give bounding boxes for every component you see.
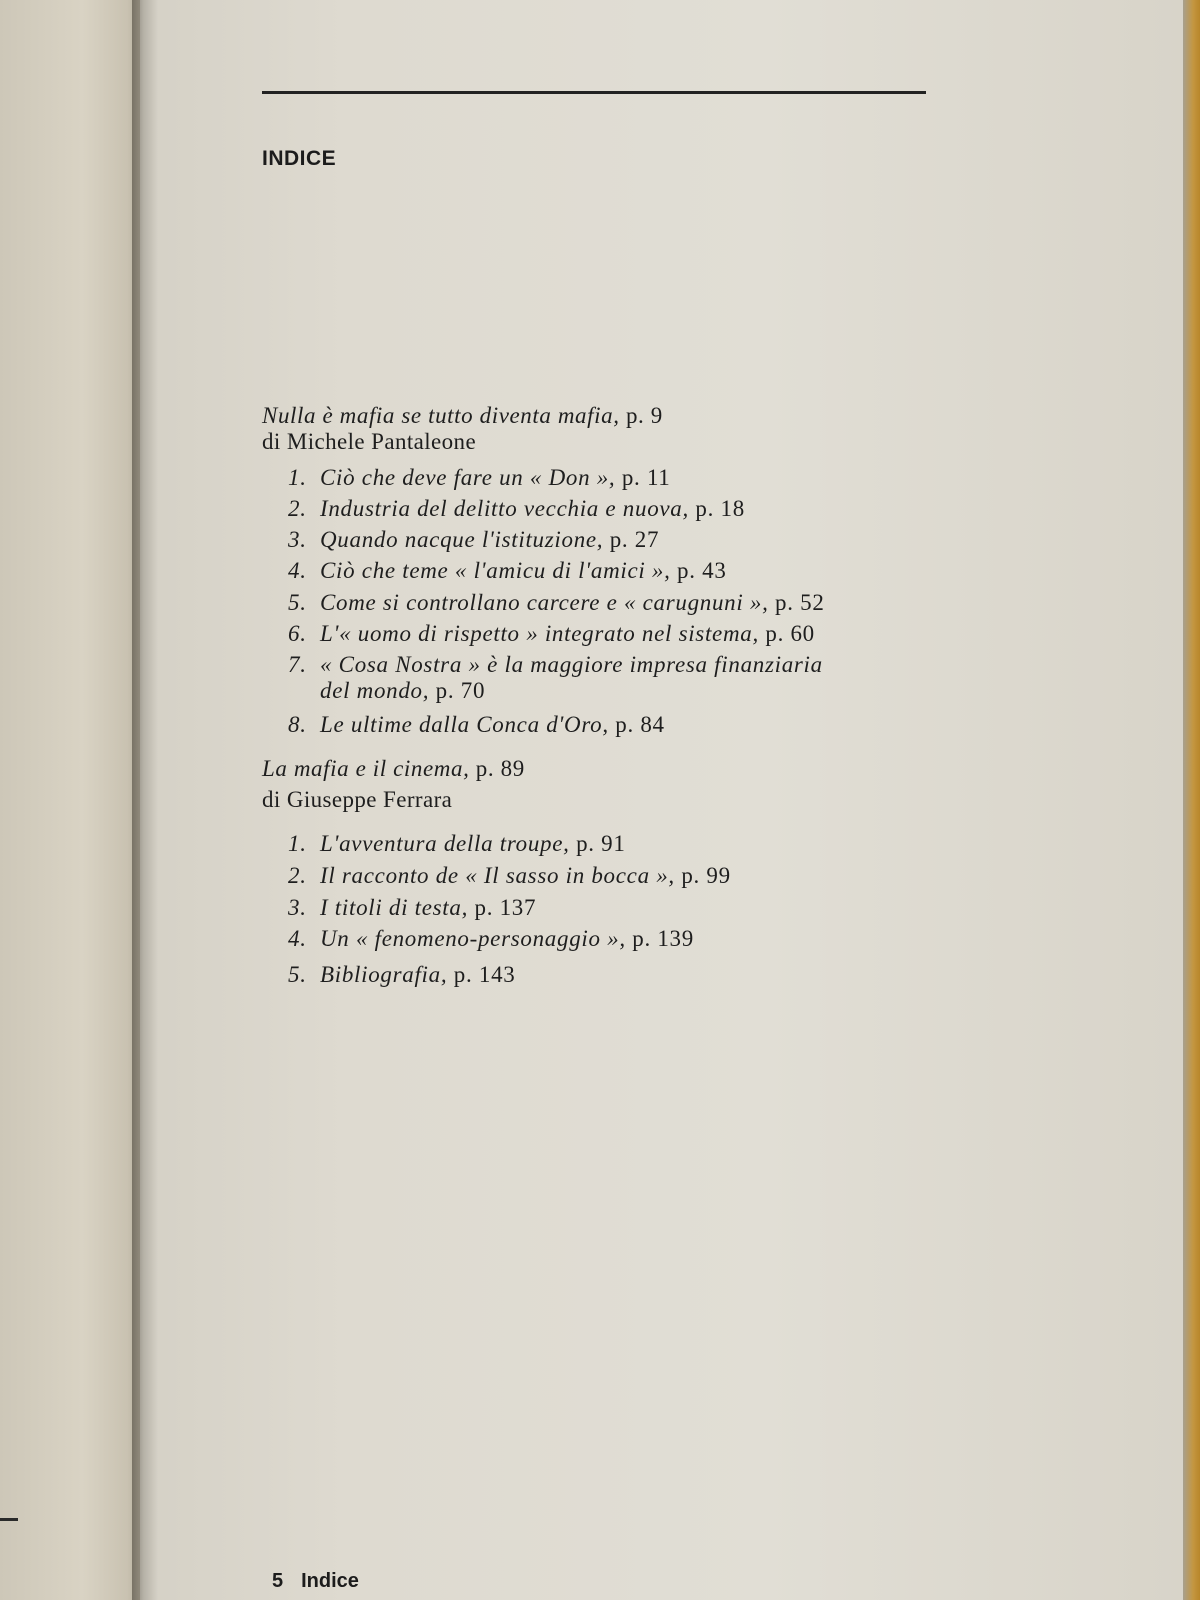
toc-entry [288,590,825,616]
toc-entry [288,926,694,952]
footer-page-number: 5 [272,1570,284,1592]
entry-title-continued: del mondo, [320,678,430,703]
entry-continuation [288,678,823,704]
toc-entry [288,558,727,584]
entry-number: 1. [288,831,307,856]
entry-number: 4. [288,926,307,951]
page-edge [1183,0,1200,1600]
entry-title: Il racconto de « Il sasso in bocca », [320,863,675,888]
entry-title: Ciò che teme « l'amicu di l'amici », [320,558,671,583]
page-footer [272,1570,359,1593]
entry-title: L'avventura della troupe, [320,831,570,856]
entry-number: 5. [288,962,307,987]
entry-title: Bibliografia, [320,962,448,987]
footer-label: Indice [301,1570,359,1592]
entry-number: 3. [288,895,307,920]
entry-number: 1. [288,465,307,490]
top-rule [262,91,926,94]
entry-number: 7. [288,652,307,677]
section-page: p. 9 [625,403,663,428]
entry-title: Come si controllano carcere e « carugnuni », [320,590,769,615]
section-page: p. 89 [475,756,525,781]
section-author: di Michele Pantaleone [262,429,477,454]
toc-entry [288,962,515,988]
entry-page: p. 139 [632,926,694,951]
entry-number: 2. [288,863,307,888]
section-author: di Giuseppe Ferrara [262,787,453,812]
entry-title: Quando nacque l'istituzione, [320,527,604,552]
toc-entry [288,465,671,491]
entry-title: I titoli di testa, [320,895,469,920]
entry-page: p. 143 [453,962,516,987]
entry-page: p. 91 [576,831,626,856]
entry-title: « Cosa Nostra » è la maggiore impresa finanziaria [320,652,823,677]
entry-page: p. 43 [677,558,727,583]
gutter-shadow [132,0,158,1600]
entry-page: p. 52 [775,590,825,615]
entry-title: Industria del delitto vecchia e nuova, [320,496,689,521]
entry-number: 5. [288,590,307,615]
entry-page: p. 70 [435,678,486,703]
entry-number: 8. [288,712,307,737]
entry-page: p. 27 [609,527,660,552]
page-heading: INDICE [262,147,337,170]
entry-page: p. 11 [621,465,671,490]
section-title [262,403,663,429]
toc-entry [288,895,536,921]
entry-page: p. 60 [765,621,815,646]
entry-number: 3. [288,527,307,552]
entry-title: Un « fenomeno-personaggio », [320,926,626,951]
entry-number: 4. [288,558,307,583]
section-title-text: Nulla è mafia se tutto diventa mafia, [262,403,620,428]
toc-entry [288,863,731,889]
left-page-mark [0,1518,18,1521]
toc-entry [288,496,745,522]
toc-entry [288,712,665,738]
left-page [0,0,150,1600]
entry-title: Ciò che deve fare un « Don », [320,465,616,490]
entry-number: 6. [288,621,307,646]
toc-entry [288,831,626,857]
entry-page: p. 18 [695,496,745,521]
toc-entry [288,527,659,553]
entry-title: L'« uomo di rispetto » integrato nel sistema, [320,621,759,646]
section-title [262,756,525,782]
entry-number: 2. [288,496,307,521]
entry-title: Le ultime dalla Conca d'Oro, [320,712,609,737]
section-title-text: La mafia e il cinema, [262,756,470,781]
toc-entry [288,652,823,704]
entry-page: p. 99 [681,863,731,888]
toc-entry [288,621,815,647]
entry-page: p. 84 [615,712,665,737]
entry-page: p. 137 [474,895,537,920]
